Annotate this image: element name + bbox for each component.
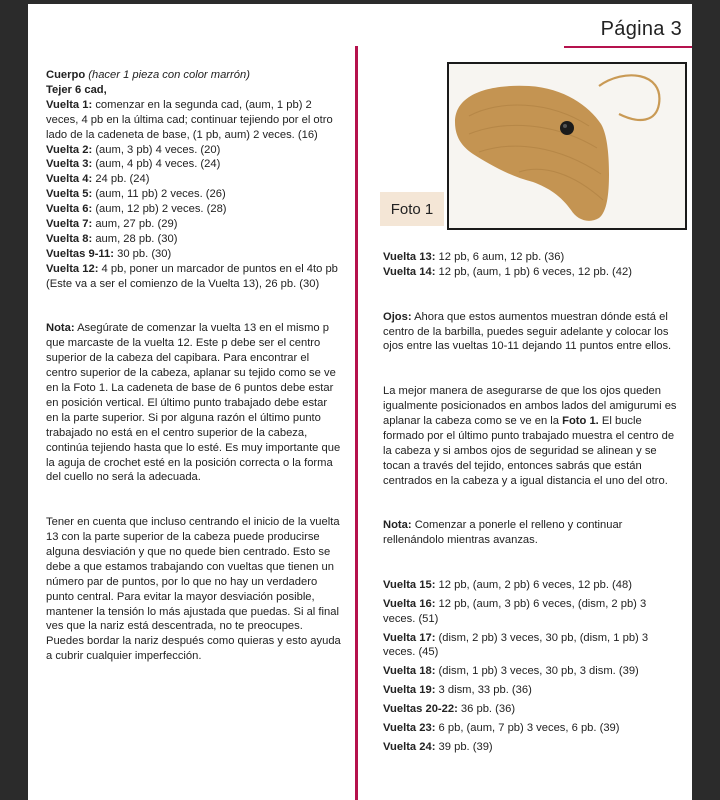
- round-row: Vuelta 24: 39 pb. (39): [383, 740, 493, 753]
- round-row: Vueltas 20-22: 36 pb. (36): [383, 703, 516, 716]
- round-row: Vuelta 12: 4 pb, poner un marcador de puntos en el 4to pb (Este va a ser el comienzo de la Vuelta 13), 26 pb. (30): [46, 262, 338, 290]
- photo-reference: Foto 1.: [562, 414, 599, 427]
- round-row: Vuelta 7: aum, 27 pb. (29): [46, 218, 178, 231]
- note-text: Comenzar a ponerle el relleno y continuar rellenándolo mientras avanzas.: [383, 519, 623, 547]
- eye-icon: [560, 121, 574, 135]
- round-row: Vuelta 6: (aum, 12 pb) 2 veces. (28): [46, 203, 227, 216]
- round-row: Vuelta 2: (aum, 3 pb) 4 veces. (20): [46, 143, 221, 156]
- body-paragraph: La mejor manera de asegurarse de que los ojos queden igualmente posicionados en ambos lados del amigurumi es aplanar la cabeza como se ve en la Foto 1. El bucle formado por el último punto trabajado muestra el centro de la cabeza y si ambos ojos de seguridad se alinean y se tocan a través del tejido, entonces sabrás que están centrados en la cabeza y a igual distancia el uno del otro.: [383, 385, 677, 487]
- heading-note: (hacer 1 pieza con color marrón): [88, 69, 250, 81]
- round-row: Vuelta 4: 24 pb. (24): [46, 173, 150, 186]
- photo-label: Foto 1: [380, 192, 444, 226]
- eyes-paragraph: [383, 310, 681, 355]
- left-column: [46, 68, 342, 664]
- round-row: Vuelta 19: 3 dism, 33 pb. (36): [383, 684, 532, 697]
- eyes-label: Ojos:: [383, 310, 412, 323]
- note-paragraph: [46, 321, 342, 485]
- note-text: Asegúrate de comenzar la vuelta 13 en el mismo p que marcaste de la vuelta 12. Este p debe ser el centro superior de la cabeza del capibara. Para encontrar el centro superior de la cabeza, aplanar su tejido como se ve en la Foto 1. La cadeneta de base de 6 puntos debe estar en posición vertical. El último punto trabajado debe estar en la parte superior. Si por alguna razón el último punto trabajado no está en el centro superior de la cabeza, continúa tejiendo hasta que lo esté. Es muy importante que la aguja de crochet esté en la posición correcta o la forma del cuello no será la adecuada.: [46, 322, 341, 484]
- round-row: Vuelta 17: (dism, 2 pb) 3 veces, 30 pb, (dism, 1 pb) 3 veces. (45): [383, 631, 649, 659]
- body-paragraph: Tener en cuenta que incluso centrando el inicio de la vuelta 13 con la parte superior de la cabeza puede producirse alguna desviación y que no quede bien centrado. Esto se debe a que estamos trabajando con vueltas que tienen un número par de puntos, por lo que no hay un verdadero punto central. Para evitar la mayor desviación posible, mantener la tensión lo más ajustada que puedas. Si al final ves que la nariz está descentrada, no te preocupes. Puedes bordar la nariz después como quieras y esto ayuda a cubrir cualquier imperfección.: [46, 516, 341, 663]
- capybara-head-illustration: [449, 64, 685, 228]
- eyes-text: Ahora que estos aumentos muestran dónde está el centro de la barbilla, puedes seguir adelante y colocar los ojos entre las vueltas 10-11 dejando 11 puntos entre ellos.: [383, 310, 672, 353]
- photo-capybara-head: [447, 62, 687, 230]
- note-paragraph: [383, 518, 681, 548]
- round-row: Vueltas 9-11: 30 pb. (30): [46, 247, 172, 260]
- round-row: Vuelta 13: 12 pb, 6 aum, 12 pb. (36): [383, 251, 565, 263]
- round-row: Vuelta 14: 12 pb, (aum, 1 pb) 6 veces, 12 pb. (42): [383, 265, 632, 278]
- document-page: [28, 4, 692, 800]
- round-row: Vuelta 23: 6 pb, (aum, 7 pb) 3 veces, 6 pb. (39): [383, 722, 620, 735]
- round-row: Vuelta 16: 12 pb, (aum, 3 pb) 6 veces, (dism, 2 pb) 3 veces. (51): [383, 597, 647, 625]
- round-row: Vuelta 1: comenzar en la segunda cad, (aum, 1 pb) 2 veces, 4 pb en la última cad; continuar tejiendo por el otro lado de la cadeneta de base, (1 pb, aum) 2 veces. (16): [46, 98, 333, 141]
- note-label: Nota:: [383, 519, 412, 532]
- start-instruction: Tejer 6 cad,: [46, 83, 107, 96]
- round-row: Vuelta 3: (aum, 4 pb) 4 veces. (24): [46, 158, 221, 171]
- header-rule: [564, 46, 692, 48]
- round-row: Vuelta 5: (aum, 11 pb) 2 veces. (26): [46, 188, 226, 201]
- heading-title: Cuerpo: [46, 69, 86, 81]
- page-number: Página 3: [600, 18, 682, 40]
- round-row: Vuelta 15: 12 pb, (aum, 2 pb) 6 veces, 12 pb. (48): [383, 578, 632, 591]
- note-label: Nota:: [46, 322, 75, 335]
- round-row: Vuelta 18: (dism, 1 pb) 3 veces, 30 pb, 3 dism. (39): [383, 665, 639, 678]
- round-row: Vuelta 8: aum, 28 pb. (30): [46, 232, 178, 245]
- section-heading: [46, 68, 342, 83]
- column-divider: [355, 46, 358, 800]
- right-column: [383, 250, 681, 755]
